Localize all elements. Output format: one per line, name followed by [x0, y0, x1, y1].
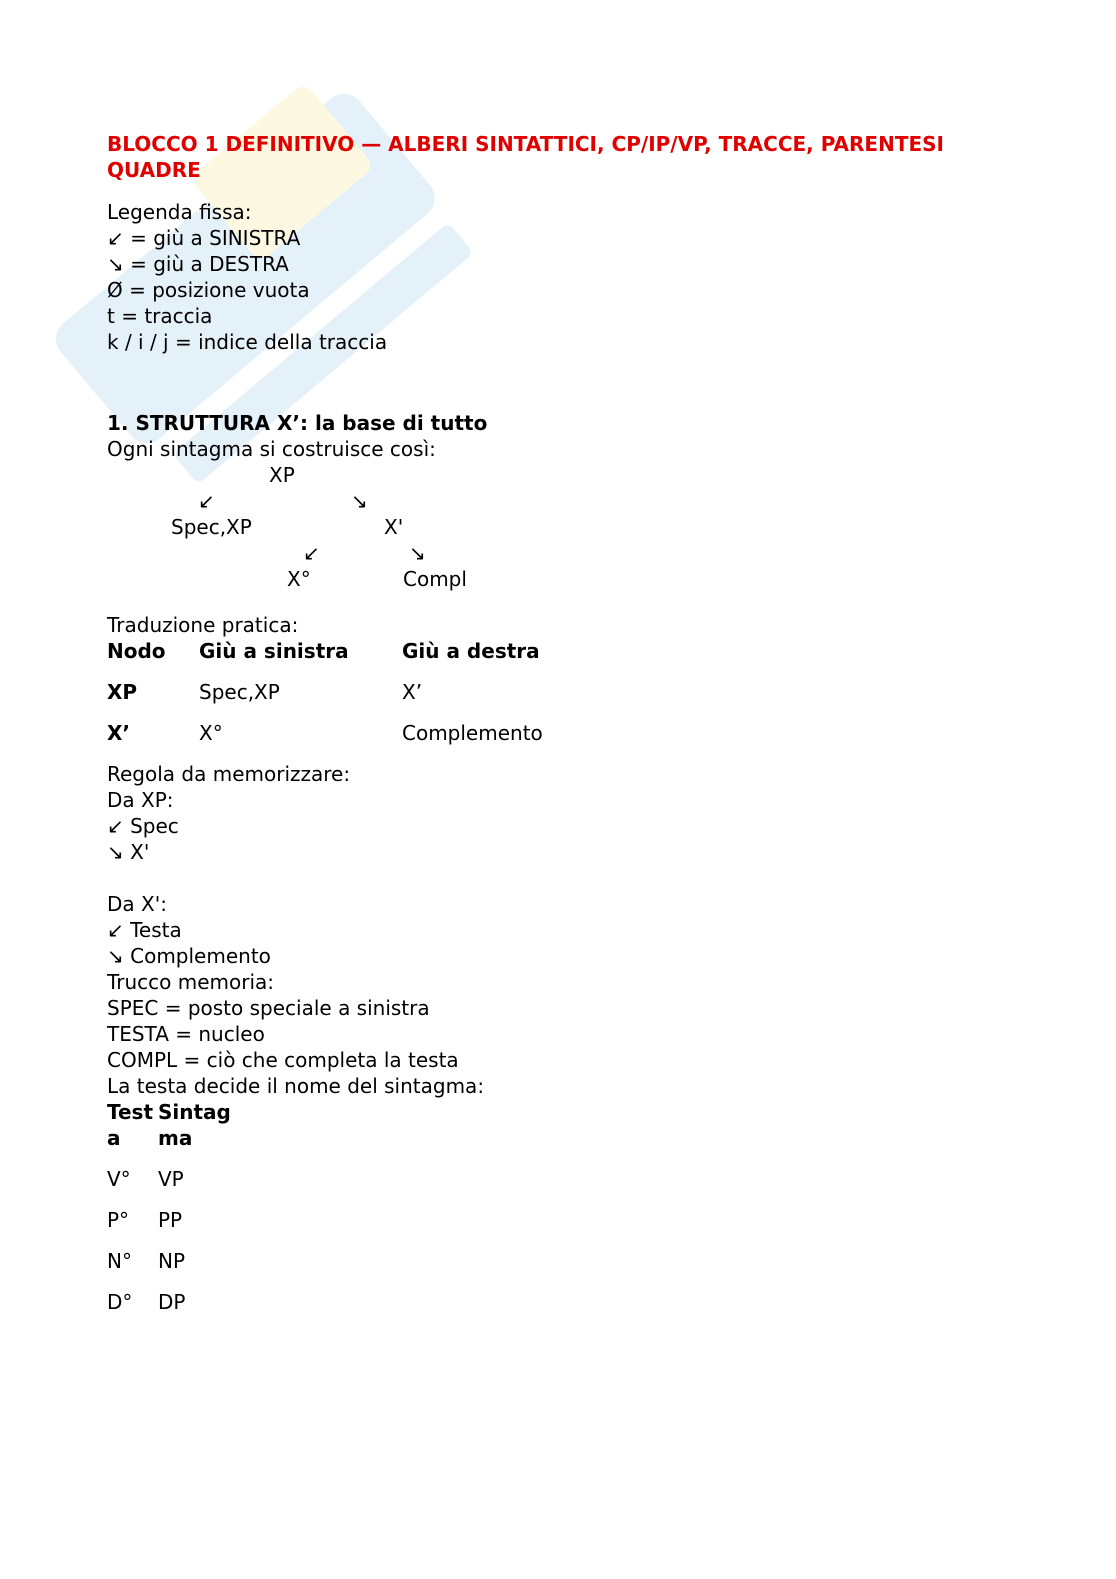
head-table	[107, 1099, 248, 1330]
rule-line: Da XP:	[107, 788, 174, 812]
table-header-cell: Giù a destra	[402, 639, 540, 663]
table-cell: DP	[158, 1290, 186, 1314]
table-cell: X’	[402, 680, 423, 704]
trick-heading: Trucco memoria:	[107, 970, 275, 994]
table-cell: N°	[107, 1249, 132, 1273]
rule-line: ↙ Spec	[107, 814, 179, 838]
table-row	[107, 720, 543, 761]
tree-node-spec: Spec,XP	[171, 515, 252, 539]
tree-node-xbar: X'	[384, 515, 404, 539]
legend-heading: Legenda fissa:	[107, 200, 252, 224]
trick-line: TESTA = nucleo	[107, 1022, 265, 1046]
table-cell: P°	[107, 1208, 130, 1232]
table-cell: X’	[107, 721, 131, 745]
trick-line: SPEC = posto speciale a sinistra	[107, 996, 430, 1020]
table-row	[107, 1289, 248, 1330]
table-header-cell: Sintagma	[158, 1100, 231, 1150]
legend-item: ↘ = giù a DESTRA	[107, 252, 289, 276]
arrow-down-left-icon: ↙	[198, 489, 215, 513]
table-row	[107, 1166, 248, 1207]
table-header-row	[107, 1099, 248, 1166]
rule-xbar	[107, 891, 1007, 969]
table-header-cell: Nodo	[107, 639, 166, 663]
legend-item: t = traccia	[107, 304, 213, 328]
section-heading: 1. STRUTTURA X’: la base di tutto	[107, 411, 488, 435]
legend-item: k / i / j = indice della traccia	[107, 330, 388, 354]
rule-line: ↘ Complemento	[107, 944, 271, 968]
table-cell: Complemento	[402, 721, 543, 745]
legend-item: ↙ = giù a SINISTRA	[107, 226, 301, 250]
table-header-cell: Testa	[107, 1100, 154, 1150]
head-heading: La testa decide il nome del sintagma:	[107, 1074, 485, 1098]
table-cell: NP	[158, 1249, 186, 1273]
node-table	[107, 638, 543, 761]
table-cell: X°	[199, 721, 223, 745]
table-row	[107, 1207, 248, 1248]
table-cell: PP	[158, 1208, 183, 1232]
table-cell: Spec,XP	[199, 680, 280, 704]
rule-line: ↘ X'	[107, 840, 150, 864]
table-cell: V°	[107, 1167, 131, 1191]
arrow-down-right-icon: ↘	[351, 489, 368, 513]
section-intro: Ogni sintagma si costruisce così:	[107, 437, 436, 461]
translation-heading: Traduzione pratica:	[107, 613, 299, 637]
rule-line: ↙ Testa	[107, 918, 182, 942]
table-cell: D°	[107, 1290, 133, 1314]
tree-node-compl: Compl	[403, 567, 467, 591]
tree-node-xp: XP	[269, 463, 295, 487]
trick-line: COMPL = ciò che completa la testa	[107, 1048, 459, 1072]
xbar-tree-diagram	[107, 462, 1007, 597]
table-row	[107, 679, 543, 720]
tree-node-head: X°	[287, 567, 311, 591]
rule-heading: Regola da memorizzare:	[107, 762, 351, 786]
arrow-down-right-icon: ↘	[409, 541, 426, 565]
table-header-cell: Giù a sinistra	[199, 639, 349, 663]
table-header-row	[107, 638, 543, 679]
legend-list	[107, 225, 1007, 355]
rule-xp	[107, 787, 1007, 865]
table-row	[107, 1248, 248, 1289]
trick-list	[107, 995, 1007, 1073]
legend-item: Ø = posizione vuota	[107, 278, 310, 302]
document-page	[107, 131, 1007, 1330]
table-cell: XP	[107, 680, 138, 704]
arrow-down-left-icon: ↙	[303, 541, 320, 565]
document-title: BLOCCO 1 DEFINITIVO — ALBERI SINTATTICI, CP/IP/VP, TRACCE, PARENTESI QUADRE	[107, 132, 944, 182]
table-cell: VP	[158, 1167, 184, 1191]
rule-line: Da X':	[107, 892, 167, 916]
